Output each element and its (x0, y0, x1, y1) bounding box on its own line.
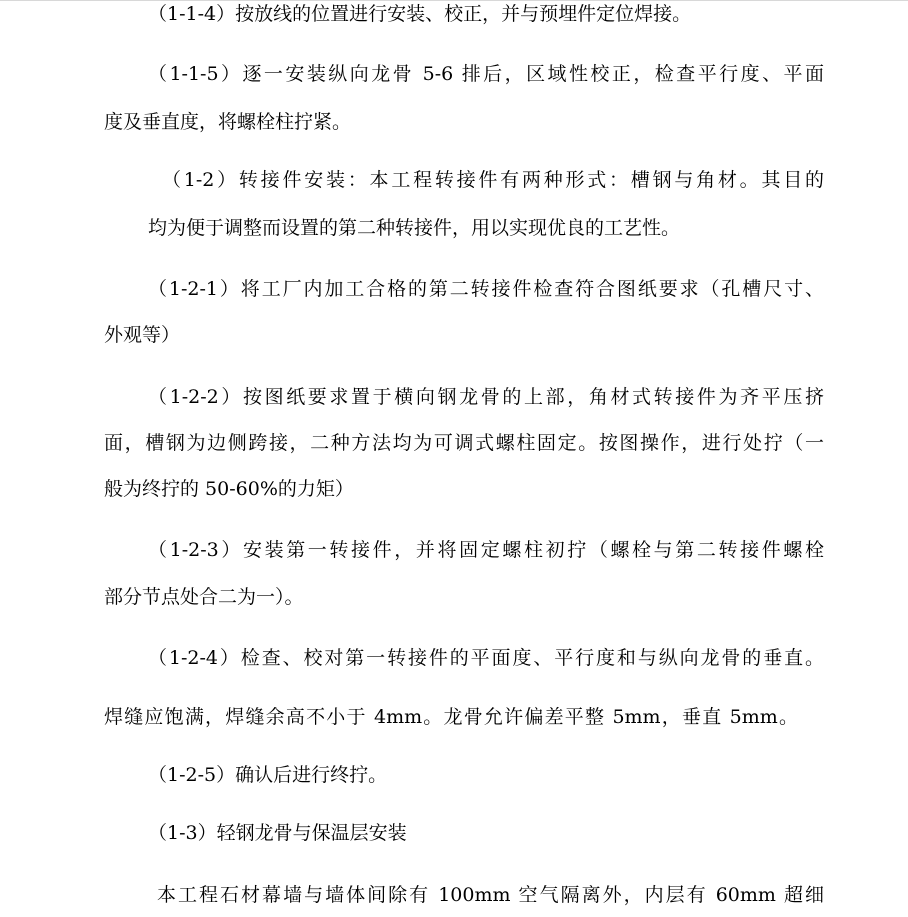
text-line: （1-2-4）检查、校对第一转接件的平面度、平行度和与纵向龙骨的垂直。 (148, 647, 824, 669)
text-line: （1-2-5）确认后进行终拧。 (148, 764, 388, 786)
text-line: 般为终拧的 50-60%的力矩） (104, 478, 354, 500)
text-line: （1-2）转接件安装：本工程转接件有两种形式：槽钢与角材。其目的 (162, 169, 824, 191)
text-line: 外观等） (104, 324, 181, 346)
text-line: 本工程石材幕墙与墙体间除有 100mm 空气隔离外，内层有 60mm 超细 (157, 884, 824, 906)
text-line: （1-2-2）按图纸要求置于横向钢龙骨的上部，角材式转接件为齐平压挤 (148, 386, 824, 408)
text-line: 部分节点处合二为一）。 (104, 586, 304, 608)
section-heading: （1-3）轻钢龙骨与保温层安装 (148, 822, 407, 844)
text-line: 均为便于调整而设置的第二种转接件，用以实现优良的工艺性。 (148, 217, 681, 239)
text-line: （1-1-4）按放线的位置进行安装、校正，并与预埋件定位焊接。 (148, 3, 692, 25)
text-line: 度及垂直度，将螺栓柱拧紧。 (104, 111, 352, 133)
text-line: 面，槽钢为边侧跨接，二种方法均为可调式螺柱固定。按图操作，进行处拧（一 (104, 432, 824, 454)
text-line: （1-2-1）将工厂内加工合格的第二转接件检查符合图纸要求（孔槽尺寸、 (148, 278, 824, 300)
text-line: （1-2-3）安装第一转接件，并将固定螺柱初拧（螺栓与第二转接件螺栓 (148, 539, 824, 561)
text-line: 焊缝应饱满，焊缝余高不小于 4mm。龙骨允许偏差平整 5mm，垂直 5mm。 (104, 706, 798, 728)
text-line: （1-1-5）逐一安装纵向龙骨 5-6 排后，区域性校正，检查平行度、平面 (148, 63, 824, 85)
